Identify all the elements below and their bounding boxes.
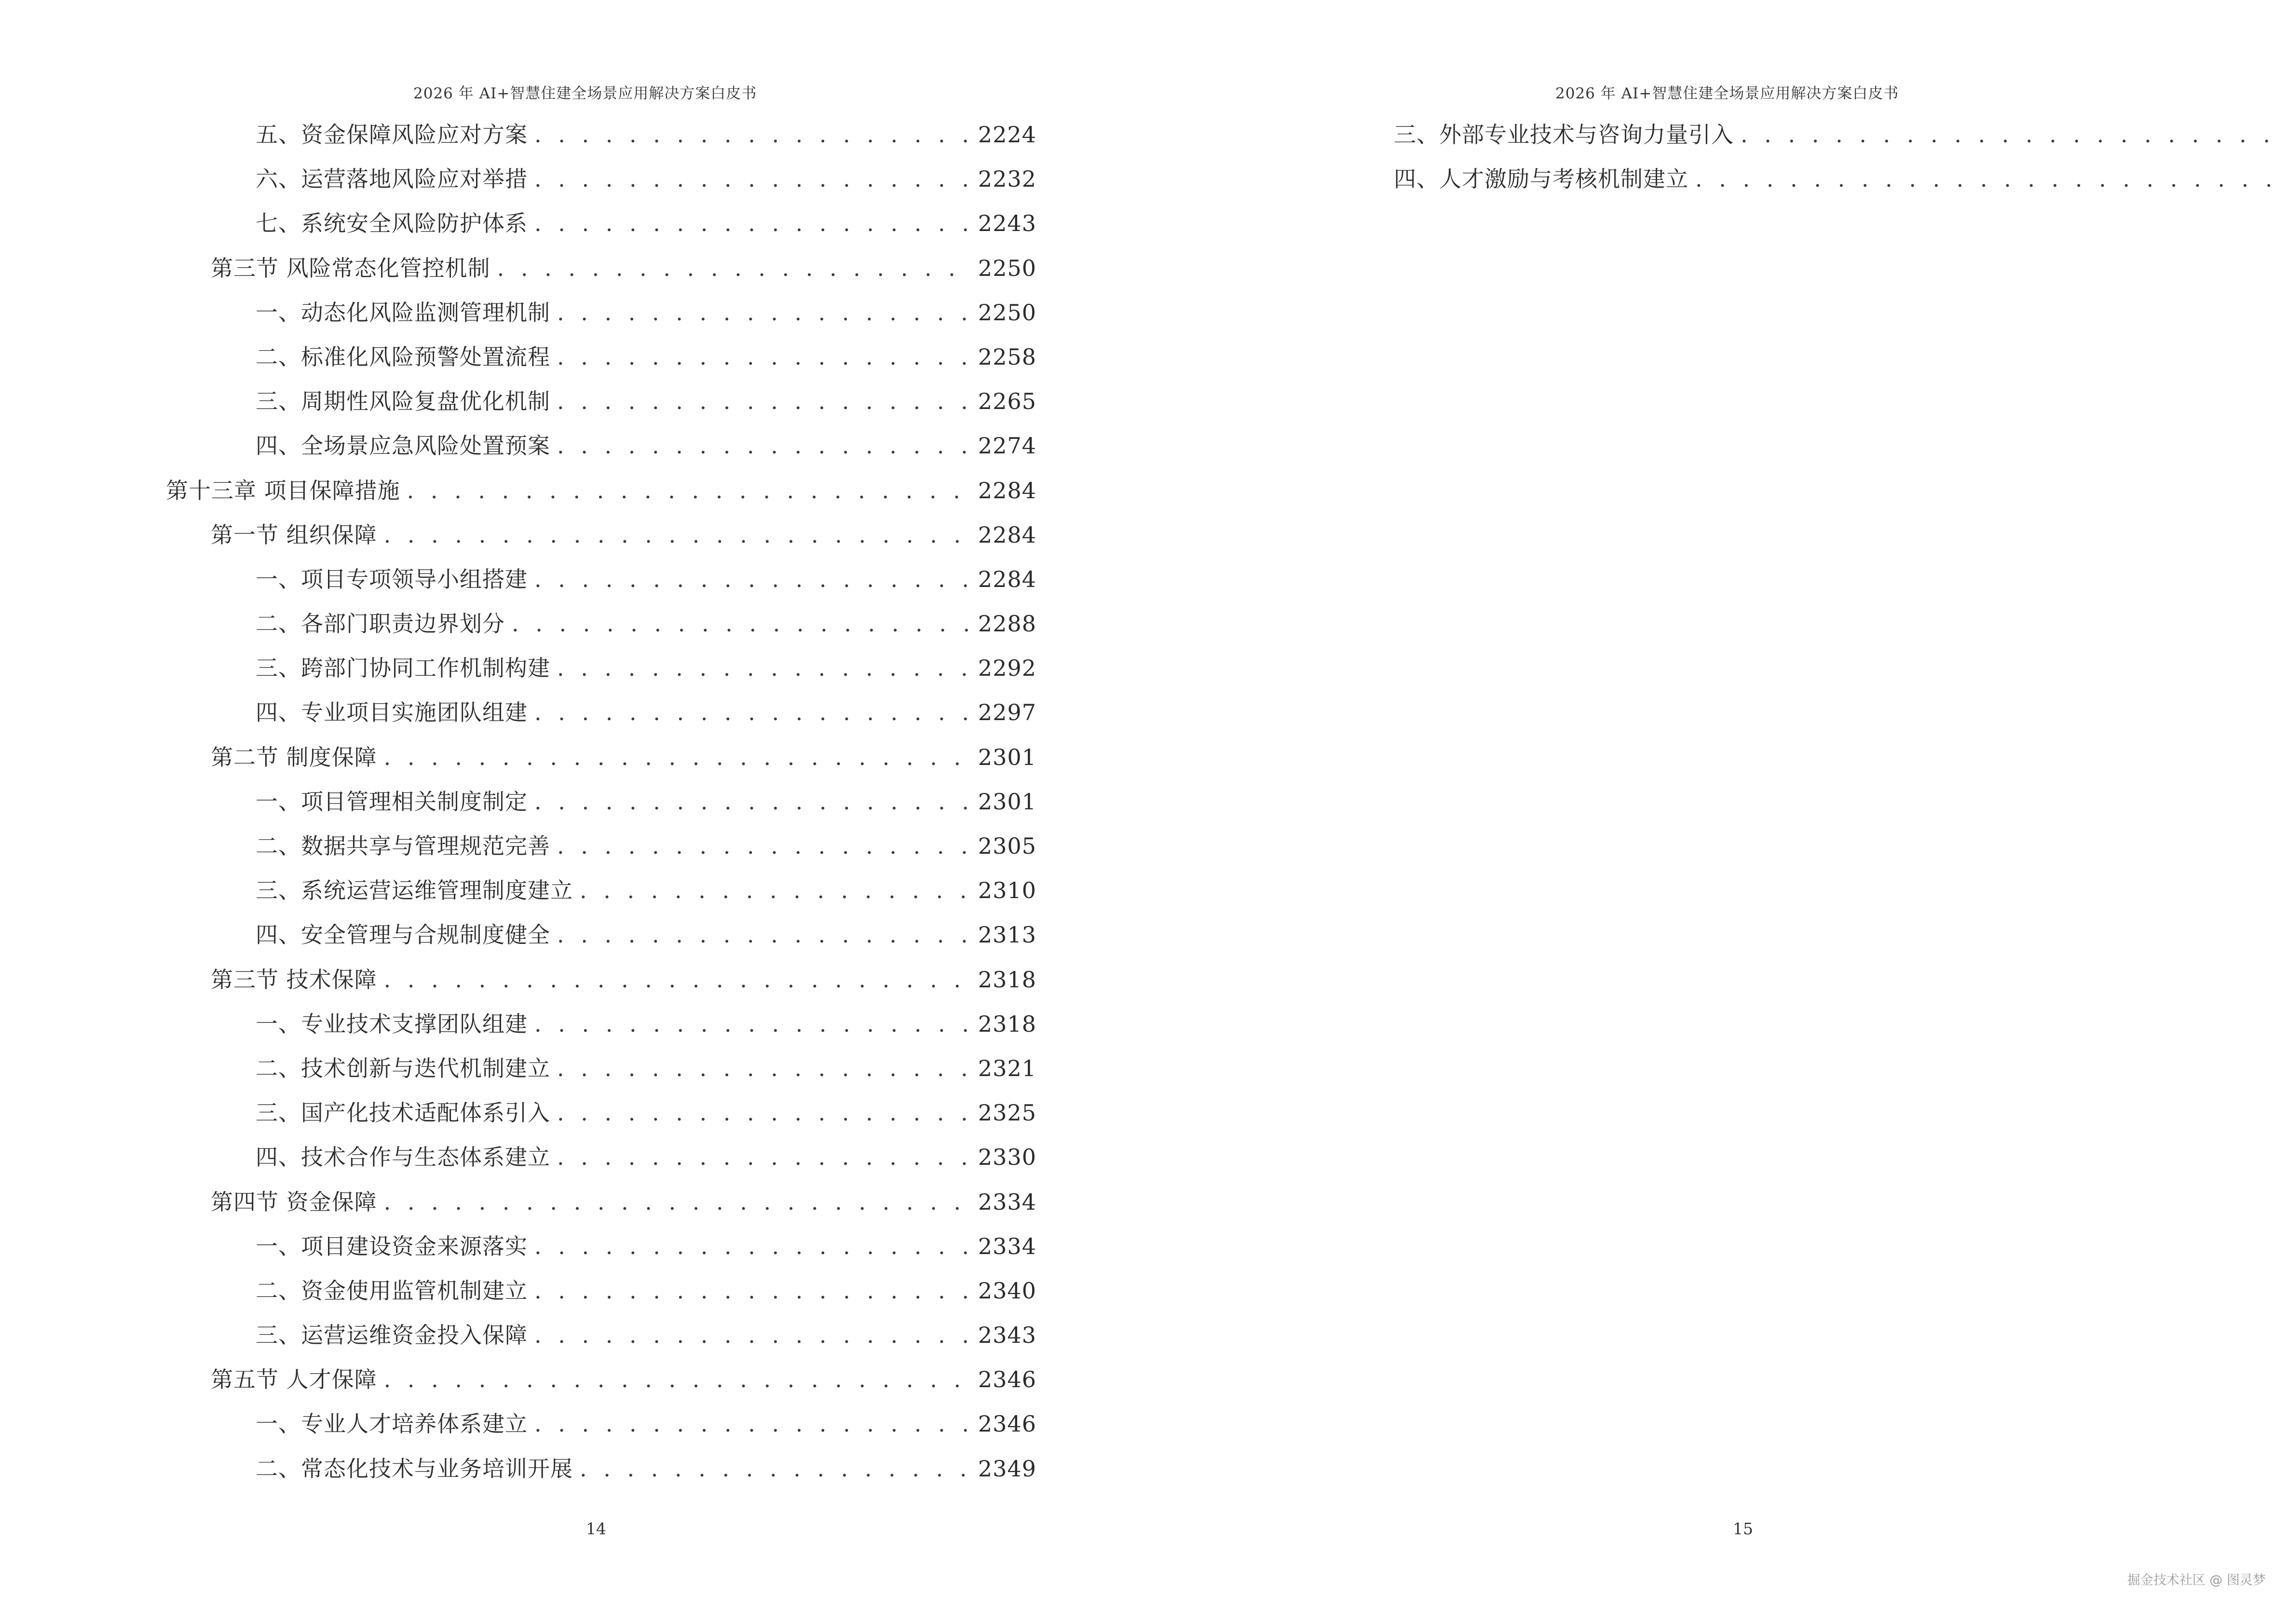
toc-entry-page-number: 2310: [978, 877, 1036, 904]
dot-leader: [512, 605, 971, 642]
toc-entry[interactable]: [166, 1006, 1036, 1050]
toc-entry-title: 三、外部专业技术与咨询力量引入: [1394, 122, 1734, 148]
toc-entry-page-number: 2250: [978, 299, 1036, 326]
dot-leader: [580, 1450, 971, 1487]
toc-entry-title: 第四节 资金保障: [211, 1188, 377, 1215]
toc-entry-page-number: 2330: [978, 1144, 1036, 1171]
page-number: 14: [586, 1519, 606, 1538]
toc-entry-page-number: 2258: [978, 343, 1036, 370]
toc-entry-title: 三、周期性风险复盘优化机制: [256, 388, 550, 415]
toc-entry-title: 二、技术创新与迭代机制建立: [256, 1055, 550, 1081]
toc-entry-title: 一、动态化风险监测管理机制: [256, 299, 550, 326]
dot-leader: [384, 517, 971, 553]
toc-entry-page-number: 2346: [978, 1411, 1036, 1437]
dot-leader: [534, 1272, 971, 1309]
toc-entry[interactable]: [1394, 116, 2287, 161]
toc-entry[interactable]: [166, 916, 1036, 961]
toc-entry[interactable]: [166, 339, 1036, 383]
toc-entry-page-number: 2288: [978, 611, 1036, 637]
running-header: 2026 年 AI+智慧住建全场景应用解决方案白皮书: [413, 85, 757, 102]
toc-entry[interactable]: [166, 1406, 1036, 1450]
toc-entry-page-number: 2292: [978, 655, 1036, 682]
dot-leader: [557, 1050, 971, 1087]
toc-entry[interactable]: [166, 1272, 1036, 1317]
toc-entry-page-number: 2346: [978, 1366, 1036, 1393]
toc-entry-title: 第五节 人才保障: [211, 1366, 377, 1393]
page-number: 15: [1733, 1519, 1753, 1538]
toc-entry-title: 第一节 组织保障: [211, 521, 377, 548]
dot-leader: [534, 561, 971, 598]
toc-entry-page-number: 2243: [978, 210, 1036, 237]
toc-entry-page-number: 2305: [978, 833, 1036, 859]
toc-entry-page-number: 2343: [978, 1322, 1036, 1349]
toc-entry[interactable]: [166, 161, 1036, 205]
toc-entry[interactable]: [166, 872, 1036, 916]
toc-entry-title: 三、运营运维资金投入保障: [256, 1322, 528, 1349]
toc-entry[interactable]: [166, 561, 1036, 605]
toc-entry-title: 一、项目建设资金来源落实: [256, 1233, 528, 1259]
toc-entry-page-number: 2232: [978, 166, 1036, 192]
dot-leader: [557, 427, 971, 464]
dot-leader: [534, 1406, 971, 1442]
dot-leader: [557, 650, 971, 686]
dot-leader: [534, 1006, 971, 1042]
dot-leader: [1695, 161, 2281, 197]
toc-entry-title: 第二节 制度保障: [211, 744, 377, 770]
toc-entry[interactable]: [166, 961, 1036, 1006]
dot-leader: [534, 1317, 971, 1353]
toc-entry-page-number: 2318: [978, 966, 1036, 993]
toc-entry[interactable]: [166, 1094, 1036, 1139]
toc-entry-title: 三、国产化技术适配体系引入: [256, 1100, 550, 1126]
watermark: 掘金技术社区 @ 图灵梦: [2127, 1573, 2266, 1588]
toc-list-left: [166, 116, 1036, 1495]
dot-leader: [557, 828, 971, 864]
toc-entry-page-number: 2224: [978, 122, 1036, 148]
toc-entry-title: 二、资金使用监管机制建立: [256, 1277, 528, 1304]
toc-entry-page-number: 2274: [978, 433, 1036, 459]
toc-entry[interactable]: [1394, 161, 2287, 205]
toc-entry-page-number: 2297: [978, 699, 1036, 726]
dot-leader: [384, 1184, 971, 1220]
toc-entry-page-number: 2313: [978, 922, 1036, 948]
toc-list-right: [1394, 116, 2287, 205]
dot-leader: [407, 472, 971, 509]
toc-entry[interactable]: [166, 1361, 1036, 1406]
dot-leader: [384, 1361, 971, 1398]
toc-entry[interactable]: [166, 694, 1036, 738]
toc-entry-title: 二、常态化技术与业务培训开展: [256, 1455, 573, 1482]
dot-leader: [534, 205, 971, 242]
toc-entry[interactable]: [166, 1228, 1036, 1272]
toc-entry-page-number: 2318: [978, 1010, 1036, 1037]
toc-entry[interactable]: [166, 250, 1036, 294]
toc-entry[interactable]: [166, 1184, 1036, 1228]
dot-leader: [384, 739, 971, 776]
toc-entry-page-number: 2301: [978, 788, 1036, 815]
dot-leader: [1741, 116, 2281, 153]
toc-entry[interactable]: [166, 828, 1036, 872]
dot-leader: [384, 961, 971, 998]
toc-entry-page-number: 2284: [978, 521, 1036, 548]
toc-entry[interactable]: [166, 383, 1036, 427]
toc-entry-title: 四、人才激励与考核机制建立: [1394, 166, 1688, 192]
toc-entry-title: 二、数据共享与管理规范完善: [256, 833, 550, 859]
toc-entry-title: 二、标准化风险预警处置流程: [256, 343, 550, 370]
dot-leader: [557, 383, 971, 420]
toc-entry[interactable]: [166, 650, 1036, 694]
toc-entry-page-number: 2321: [978, 1055, 1036, 1081]
toc-entry[interactable]: [166, 205, 1036, 249]
dot-leader: [534, 1228, 971, 1265]
toc-entry[interactable]: [166, 739, 1036, 783]
dot-leader: [557, 916, 971, 953]
dot-leader: [557, 339, 971, 375]
toc-entry-title: 七、系统安全风险防护体系: [256, 210, 528, 237]
toc-entry[interactable]: [166, 783, 1036, 828]
toc-entry-title: 二、各部门职责边界划分: [256, 611, 505, 637]
toc-entry-page-number: 2325: [978, 1100, 1036, 1126]
toc-entry-title: 一、项目管理相关制度制定: [256, 788, 528, 815]
toc-entry-title: 四、专业项目实施团队组建: [256, 699, 528, 726]
dot-leader: [534, 161, 971, 197]
toc-entry-title: 四、技术合作与生态体系建立: [256, 1144, 550, 1171]
toc-entry[interactable]: [166, 1139, 1036, 1183]
toc-entry-page-number: 2284: [978, 566, 1036, 592]
toc-entry-page-number: 2349: [978, 1455, 1036, 1482]
toc-entry-title: 一、项目专项领导小组搭建: [256, 566, 528, 592]
toc-entry-page-number: 2284: [978, 477, 1036, 504]
toc-entry[interactable]: [166, 294, 1036, 339]
dot-leader: [534, 694, 971, 731]
toc-entry-title: 三、跨部门协同工作机制构建: [256, 655, 550, 682]
toc-entry-title: 第三节 风险常态化管控机制: [211, 255, 490, 281]
toc-entry-title: 第十三章 项目保障措施: [166, 477, 400, 504]
toc-entry-title: 一、专业人才培养体系建立: [256, 1411, 528, 1437]
dot-leader: [580, 872, 971, 909]
dot-leader: [557, 1139, 971, 1175]
toc-entry-title: 三、系统运营运维管理制度建立: [256, 877, 573, 904]
toc-entry-title: 四、全场景应急风险处置预案: [256, 433, 550, 459]
toc-entry[interactable]: [166, 1050, 1036, 1094]
dot-leader: [534, 116, 971, 153]
toc-entry[interactable]: [166, 472, 1036, 517]
dot-leader: [557, 1094, 971, 1131]
toc-entry[interactable]: [166, 1450, 1036, 1495]
toc-entry-page-number: 2334: [978, 1188, 1036, 1215]
dot-leader: [557, 294, 971, 331]
toc-entry-page-number: 2265: [978, 388, 1036, 415]
dot-leader: [497, 250, 971, 287]
toc-entry[interactable]: [166, 1317, 1036, 1361]
toc-entry-title: 四、安全管理与合规制度健全: [256, 922, 550, 948]
toc-entry[interactable]: [166, 116, 1036, 161]
dot-leader: [534, 783, 971, 820]
toc-entry[interactable]: [166, 427, 1036, 472]
toc-entry-page-number: 2301: [978, 744, 1036, 770]
toc-entry[interactable]: [166, 605, 1036, 650]
toc-entry-page-number: 2340: [978, 1277, 1036, 1304]
toc-entry-title: 六、运营落地风险应对举措: [256, 166, 528, 192]
toc-entry-title: 第三节 技术保障: [211, 966, 377, 993]
toc-entry-page-number: 2334: [978, 1233, 1036, 1259]
toc-entry-title: 五、资金保障风险应对方案: [256, 122, 528, 148]
running-header: 2026 年 AI+智慧住建全场景应用解决方案白皮书: [1555, 85, 1899, 102]
toc-entry-title: 一、专业技术支撑团队组建: [256, 1010, 528, 1037]
toc-entry-page-number: 2250: [978, 255, 1036, 281]
toc-entry[interactable]: [166, 517, 1036, 561]
right-page: [1144, 0, 2287, 1624]
